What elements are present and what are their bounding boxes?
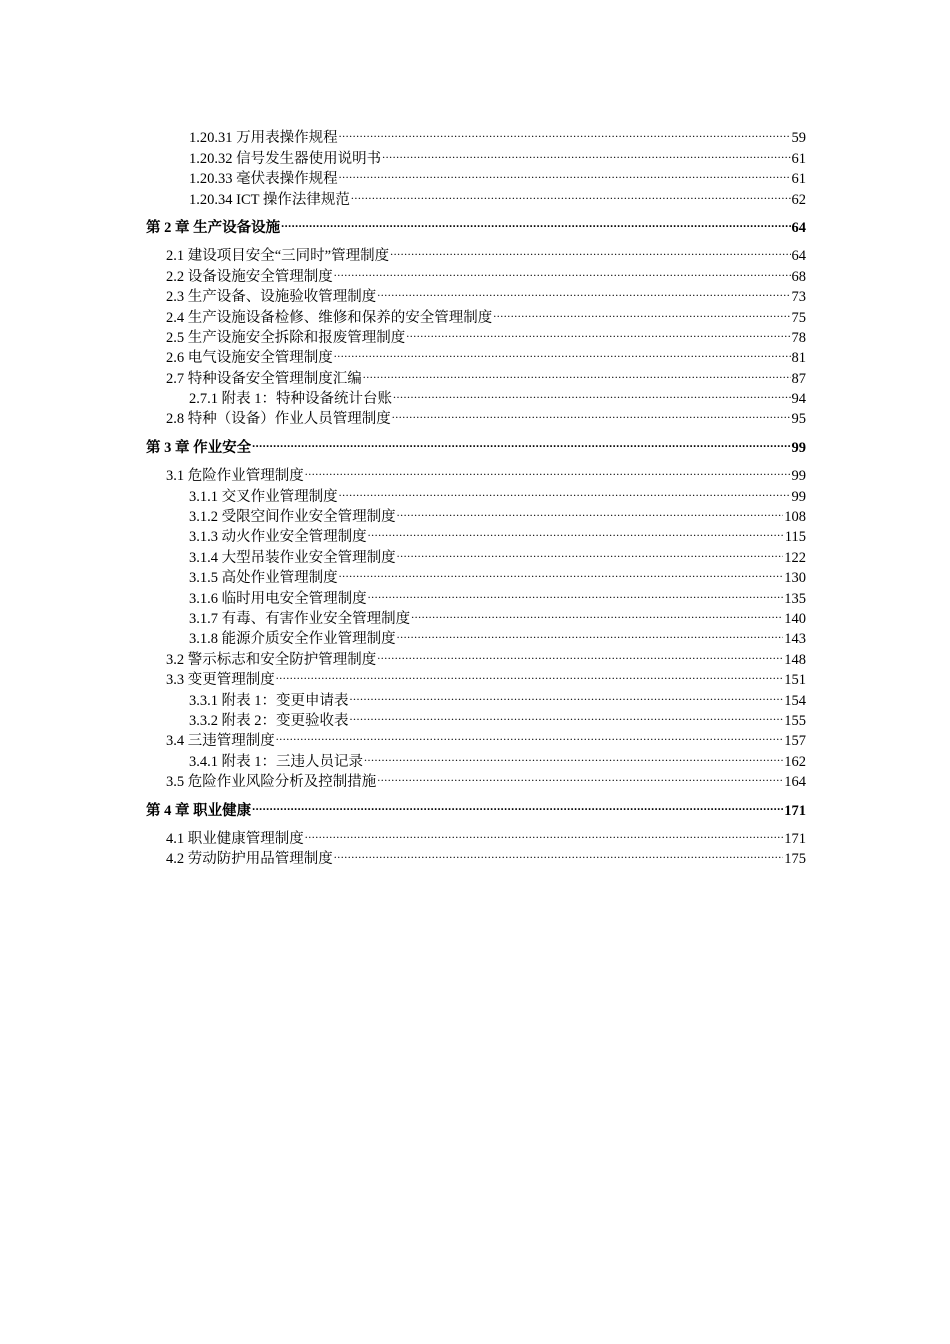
toc-leader-dots (305, 460, 791, 480)
toc-entry-label: 2.3 生产设备、设施验收管理制度 (166, 289, 377, 306)
toc-entry[interactable] (146, 240, 806, 265)
toc-entry-label: 2.4 生产设施设备检修、维修和保养的安全管理制度 (166, 309, 493, 326)
toc-entry-label: 第 3 章 作业安全 (146, 439, 252, 456)
toc-entry-label: 3.3.1 附表 1：变更申请表 (189, 692, 349, 709)
toc-leader-dots (397, 501, 784, 521)
toc-entry-label: 第 4 章 职业健康 (146, 802, 252, 819)
toc-entry-label: 2.7 特种设备安全管理制度汇编 (166, 370, 362, 387)
toc-entry-label: 3.5 危险作业风险分析及控制措施 (166, 774, 377, 791)
toc-entry[interactable] (146, 823, 806, 847)
toc-leader-dots (364, 745, 783, 765)
toc-page-number: 140 (784, 610, 806, 627)
toc-leader-dots (368, 582, 784, 602)
toc-leader-dots (377, 281, 790, 301)
toc-page-number: 143 (784, 631, 806, 648)
toc-page-number: 162 (784, 753, 806, 770)
toc-entry[interactable] (146, 122, 806, 147)
toc-leader-dots (368, 521, 784, 541)
toc-page-number: 95 (791, 411, 806, 428)
toc-entry-label: 1.20.32 信号发生器使用说明书 (189, 150, 382, 167)
toc-entry-label: 3.1 危险作业管理制度 (166, 468, 304, 485)
toc-leader-dots (350, 684, 784, 704)
toc-entry-label: 2.1 建设项目安全“三同时”管理制度 (166, 248, 390, 265)
toc-entry-label: 1.20.33 毫伏表操作规程 (189, 171, 338, 188)
toc-page-number: 122 (784, 549, 806, 566)
toc-page-number: 99 (791, 488, 806, 505)
toc-page-number: 108 (784, 509, 806, 526)
toc-entry-label: 3.3.2 附表 2：变更验收表 (189, 712, 349, 729)
toc-leader-dots (377, 766, 783, 786)
toc-leader-dots (334, 342, 791, 362)
toc-entry-label: 3.1.4 大型吊装作业安全管理制度 (189, 549, 396, 566)
toc-leader-dots (382, 142, 790, 162)
toc-entry-label: 2.7.1 附表 1：特种设备统计台账 (189, 391, 392, 408)
toc-entry-label: 4.2 劳动防护用品管理制度 (166, 851, 333, 868)
toc-leader-dots (252, 794, 783, 814)
toc-leader-dots (397, 541, 784, 561)
toc-entry-label: 2.5 生产设施安全拆除和报废管理制度 (166, 329, 406, 346)
toc-page-number: 157 (784, 733, 806, 750)
toc-entry-label: 3.1.2 受限空间作业安全管理制度 (189, 509, 396, 526)
toc-leader-dots (351, 183, 791, 203)
toc-leader-dots (350, 705, 784, 725)
toc-entry-label: 2.2 设备设施安全管理制度 (166, 268, 333, 285)
toc-leader-dots (339, 562, 784, 582)
toc-entry-label: 3.3 变更管理制度 (166, 672, 275, 689)
toc-leader-dots (334, 843, 784, 863)
toc-leader-dots (276, 725, 784, 745)
toc-leader-dots (390, 240, 790, 260)
toc-page-number: 64 (791, 248, 806, 265)
toc-entry-label: 3.4 三违管理制度 (166, 733, 275, 750)
toc-entry-label: 3.1.6 临时用电安全管理制度 (189, 590, 367, 607)
toc-entry[interactable] (146, 460, 806, 485)
toc-page-number: 135 (784, 590, 806, 607)
toc-page-number: 59 (791, 130, 806, 147)
toc-leader-dots (305, 823, 784, 843)
toc-leader-dots (281, 212, 790, 232)
toc-entry-label: 第 2 章 生产设备设施 (146, 219, 281, 236)
toc-entry-label: 1.20.34 ICT 操作法律规范 (189, 191, 350, 208)
toc-page-number: 151 (784, 672, 806, 689)
toc-leader-dots (276, 664, 784, 684)
toc-entry-label: 3.1.7 有毒、有害作业安全管理制度 (189, 610, 411, 627)
toc-entry-label: 3.1.1 交叉作业管理制度 (189, 488, 338, 505)
toc-leader-dots (493, 301, 790, 321)
toc-page-number: 61 (791, 171, 806, 188)
toc-leader-dots (334, 260, 791, 280)
toc-page-number: 81 (791, 350, 806, 367)
toc-leader-dots (339, 122, 791, 142)
toc-page-number: 94 (791, 391, 806, 408)
toc-chapter-entry[interactable] (146, 212, 806, 236)
toc-page-number: 155 (784, 712, 806, 729)
toc-leader-dots (397, 623, 784, 643)
toc-page-number: 130 (784, 570, 806, 587)
toc-page-number: 171 (784, 830, 806, 847)
toc-page-number: 148 (784, 651, 806, 668)
toc-chapter-entry[interactable] (146, 431, 806, 456)
toc-page-number: 73 (791, 289, 806, 306)
toc-page-number: 75 (791, 309, 806, 326)
toc-leader-dots (339, 163, 791, 183)
toc-leader-dots (393, 383, 791, 403)
toc-leader-dots (339, 480, 791, 500)
toc-leader-dots (363, 362, 791, 382)
toc-leader-dots (406, 322, 790, 342)
toc-page-number: 154 (784, 692, 806, 709)
toc-page-number: 171 (784, 802, 806, 819)
toc-page-number: 68 (791, 268, 806, 285)
toc-page-number: 87 (791, 370, 806, 387)
toc-page-number: 62 (791, 191, 806, 208)
toc-page-number: 78 (791, 329, 806, 346)
toc-leader-dots (392, 403, 791, 423)
toc-entry-label: 2.8 特种（设备）作业人员管理制度 (166, 411, 391, 428)
toc-chapter-entry[interactable] (146, 794, 806, 819)
toc-page-number: 99 (791, 468, 806, 485)
toc-page-number: 175 (784, 851, 806, 868)
table-of-contents (146, 122, 806, 868)
toc-entry-label: 3.4.1 附表 1：三违人员记录 (189, 753, 363, 770)
toc-entry-label: 3.1.8 能源介质安全作业管理制度 (189, 631, 396, 648)
toc-page-number: 61 (791, 150, 806, 167)
toc-entry-label: 2.6 电气设施安全管理制度 (166, 350, 333, 367)
toc-entry-label: 1.20.31 万用表操作规程 (189, 130, 338, 147)
toc-entry-label: 3.2 警示标志和安全防护管理制度 (166, 651, 377, 668)
toc-leader-dots (377, 643, 783, 663)
toc-leader-dots (411, 603, 783, 623)
toc-leader-dots (252, 431, 790, 451)
toc-entry-label: 3.1.5 高处作业管理制度 (189, 570, 338, 587)
toc-entry-label: 4.1 职业健康管理制度 (166, 830, 304, 847)
toc-page-number: 64 (791, 219, 806, 236)
toc-entry-label: 3.1.3 动火作业安全管理制度 (189, 529, 367, 546)
toc-page-number: 115 (784, 529, 806, 546)
toc-page-number: 99 (791, 439, 806, 456)
toc-page-number: 164 (784, 774, 806, 791)
